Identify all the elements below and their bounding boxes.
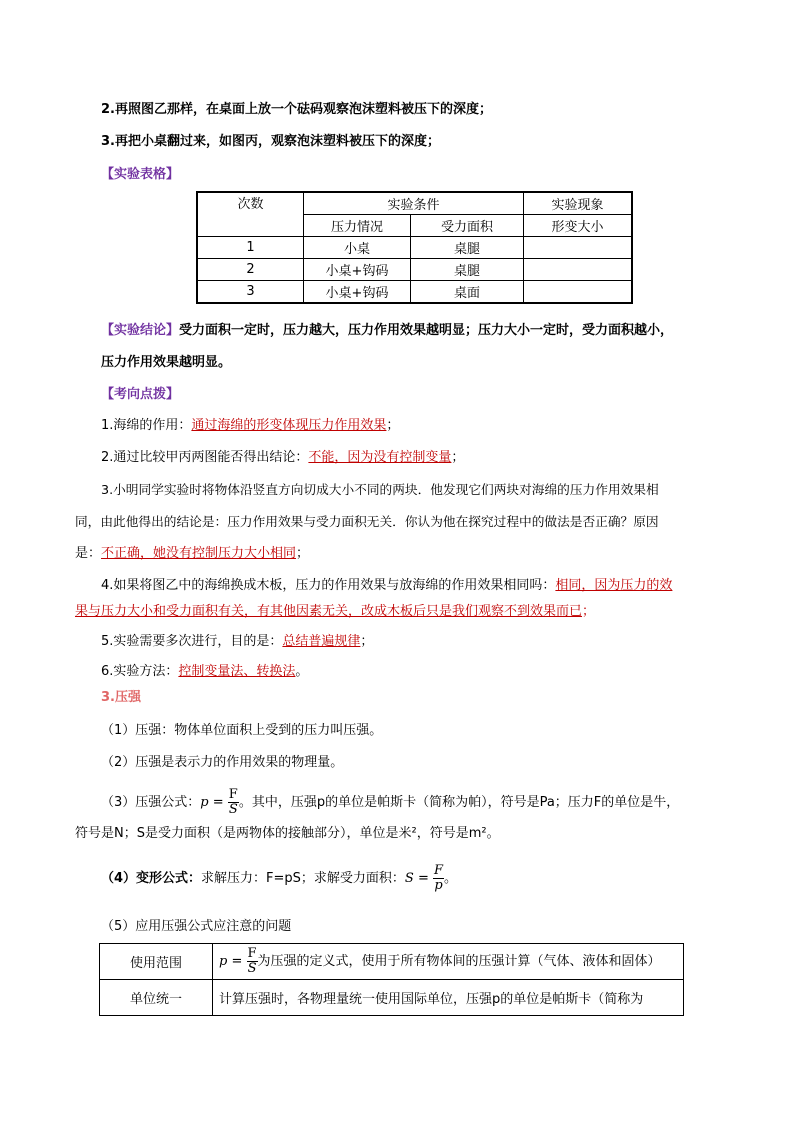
cell-area: 桌腿 — [411, 259, 524, 281]
derived-label: （4）变形公式： — [101, 871, 202, 886]
scope-denominator: S — [247, 961, 257, 976]
experiment-table — [196, 191, 633, 304]
row-label-scope: 使用范围 — [100, 944, 213, 980]
derived-eq: = — [413, 871, 433, 886]
table-row — [197, 259, 632, 281]
tip-3-question: 是： — [75, 546, 102, 561]
formula-prefix: （3）压强公式： — [101, 795, 201, 810]
formula-p: p — [200, 795, 209, 810]
table-row — [197, 237, 632, 259]
pressure-definition: （1）压强：物体单位面积上受到的压力叫压强。 — [101, 723, 383, 738]
tip-1-question: 1.海绵的作用： — [101, 418, 192, 433]
application-table — [99, 943, 684, 1016]
table-heading: 【实验表格】 — [101, 167, 180, 182]
conclusion-text-1: 受力面积一定时，压力越大，压力作用效果越明显；压力大小一定时，受力面积越小， — [179, 323, 674, 338]
formula-explanation: 。其中，压强p的单位是帕斯卡（简称为帕），符号是Pa；压力F的单位是牛， — [238, 795, 680, 810]
tip-6-answer: 控制变量法、转换法 — [178, 664, 296, 679]
tip-4-question: 4.如果将图乙中的海绵换成木板，压力的作用效果与放海绵的作用效果相同吗： — [101, 578, 556, 593]
tip-6-end: 。 — [295, 664, 309, 679]
cell-deform — [524, 259, 633, 281]
cell-deform — [524, 281, 633, 304]
tip-4-end: ； — [582, 604, 596, 619]
conclusion-line-1 — [101, 321, 673, 341]
pressure-heading: 3.压强 — [101, 690, 141, 705]
table-row — [100, 980, 684, 1016]
tip-2 — [101, 448, 464, 468]
header-count: 次数 — [197, 192, 304, 237]
cell-count: 2 — [197, 259, 304, 281]
application-notes-heading: （5）应用压强公式应注意的问题 — [101, 919, 292, 934]
tip-5-question: 5.实验需要多次进行，目的是： — [101, 634, 283, 649]
cell-count: 3 — [197, 281, 304, 304]
tip-2-answer: 不能，因为没有控制变量 — [308, 450, 452, 465]
header-pressure: 压力情况 — [304, 215, 411, 237]
table-row — [100, 944, 684, 980]
tip-4-answer-2: 果与压力大小和受力面积有关，有其他因素无关，改成木板后只是我们观察不到效果而已 — [75, 604, 583, 619]
cell-area: 桌面 — [411, 281, 524, 304]
row-text-scope — [213, 944, 684, 980]
pressure-formula-line — [101, 786, 679, 820]
tip-1-end: ； — [386, 418, 400, 433]
derived-formula-fraction — [433, 864, 444, 893]
tip-4-line-1 — [101, 576, 672, 596]
derived-text: 求解压力：F=pS；求解受力面积： — [201, 871, 405, 886]
cell-pressure: 小桌+钩码 — [304, 259, 411, 281]
header-condition: 实验条件 — [304, 192, 524, 215]
tip-2-end: ； — [451, 450, 465, 465]
derived-formula-line — [101, 862, 457, 896]
tip-6-question: 6.实验方法： — [101, 664, 179, 679]
derived-S: S — [404, 871, 414, 886]
scope-formula-fraction — [247, 947, 258, 976]
tip-6 — [101, 662, 308, 682]
tip-5-answer: 总结普遍规律 — [282, 634, 361, 649]
scope-formula-eq: = — [227, 954, 247, 969]
cell-pressure: 小桌 — [304, 237, 411, 259]
header-deform: 形变大小 — [524, 215, 633, 237]
cell-deform — [524, 237, 633, 259]
tip-1 — [101, 416, 399, 436]
header-phenomenon: 实验现象 — [524, 192, 633, 215]
tip-3-answer: 不正确，她没有控制压力大小相同 — [101, 546, 297, 561]
tip-2-question: 2.通过比较甲丙两图能否得出结论： — [101, 450, 309, 465]
tip-1-answer: 通过海绵的形变体现压力作用效果 — [191, 418, 387, 433]
cell-area: 桌腿 — [411, 237, 524, 259]
derived-end: 。 — [444, 871, 458, 886]
row-label-units: 单位统一 — [100, 980, 213, 1016]
scope-text: 为压强的定义式，使用于所有物体间的压强计算（气体、液体和固体） — [257, 954, 661, 969]
tip-5 — [101, 632, 373, 652]
tip-4-answer-1: 相同，因为压力的效 — [555, 578, 673, 593]
scope-numerator: F — [247, 946, 257, 961]
pressure-units: 符号是N；S是受力面积（是两物体的接触部分），单位是米²，符号是m²。 — [75, 826, 500, 841]
conclusion-label: 【实验结论】 — [101, 323, 180, 338]
tip-5-end: ； — [360, 634, 374, 649]
tip-3-end: ； — [296, 546, 310, 561]
pressure-formula-fraction — [228, 788, 239, 817]
conclusion-line-2: 压力作用效果越明显。 — [101, 355, 232, 370]
derived-denominator: p — [434, 878, 443, 893]
header-area: 受力面积 — [411, 215, 524, 237]
scope-formula-p: p — [219, 954, 228, 969]
derived-numerator: F — [434, 863, 444, 878]
tip-3-line-1: 3.小明同学实验时将物体沿竖直方向切成大小不同的两块．他发现它们两块对海绵的压力作用效果相 — [101, 482, 659, 497]
step-3: 3.再把小桌翻过来，如图丙，观察泡沫塑料被压下的深度； — [101, 134, 440, 149]
formula-eq: = — [208, 795, 228, 810]
step-2: 2.再照图乙那样，在桌面上放一个砝码观察泡沫塑料被压下的深度； — [101, 102, 492, 117]
pressure-meaning: （2）压强是表示力的作用效果的物理量。 — [101, 755, 344, 770]
table-row — [197, 281, 632, 304]
cell-count: 1 — [197, 237, 304, 259]
tips-heading: 【考向点拨】 — [101, 387, 180, 402]
formula-denominator: S — [228, 802, 238, 817]
cell-pressure: 小桌+钩码 — [304, 281, 411, 304]
formula-numerator: F — [228, 787, 238, 802]
tip-3-line-2: 同，由此他得出的结论是：压力作用效果与受力面积无关．你认为他在探究过程中的做法是否正确？原因 — [75, 514, 659, 529]
tip-4-line-2 — [75, 602, 595, 622]
tip-3-line-3 — [75, 544, 309, 564]
row-text-units: 计算压强时，各物理量统一使用国际单位，压强p的单位是帕斯卡（简称为 — [213, 980, 684, 1016]
